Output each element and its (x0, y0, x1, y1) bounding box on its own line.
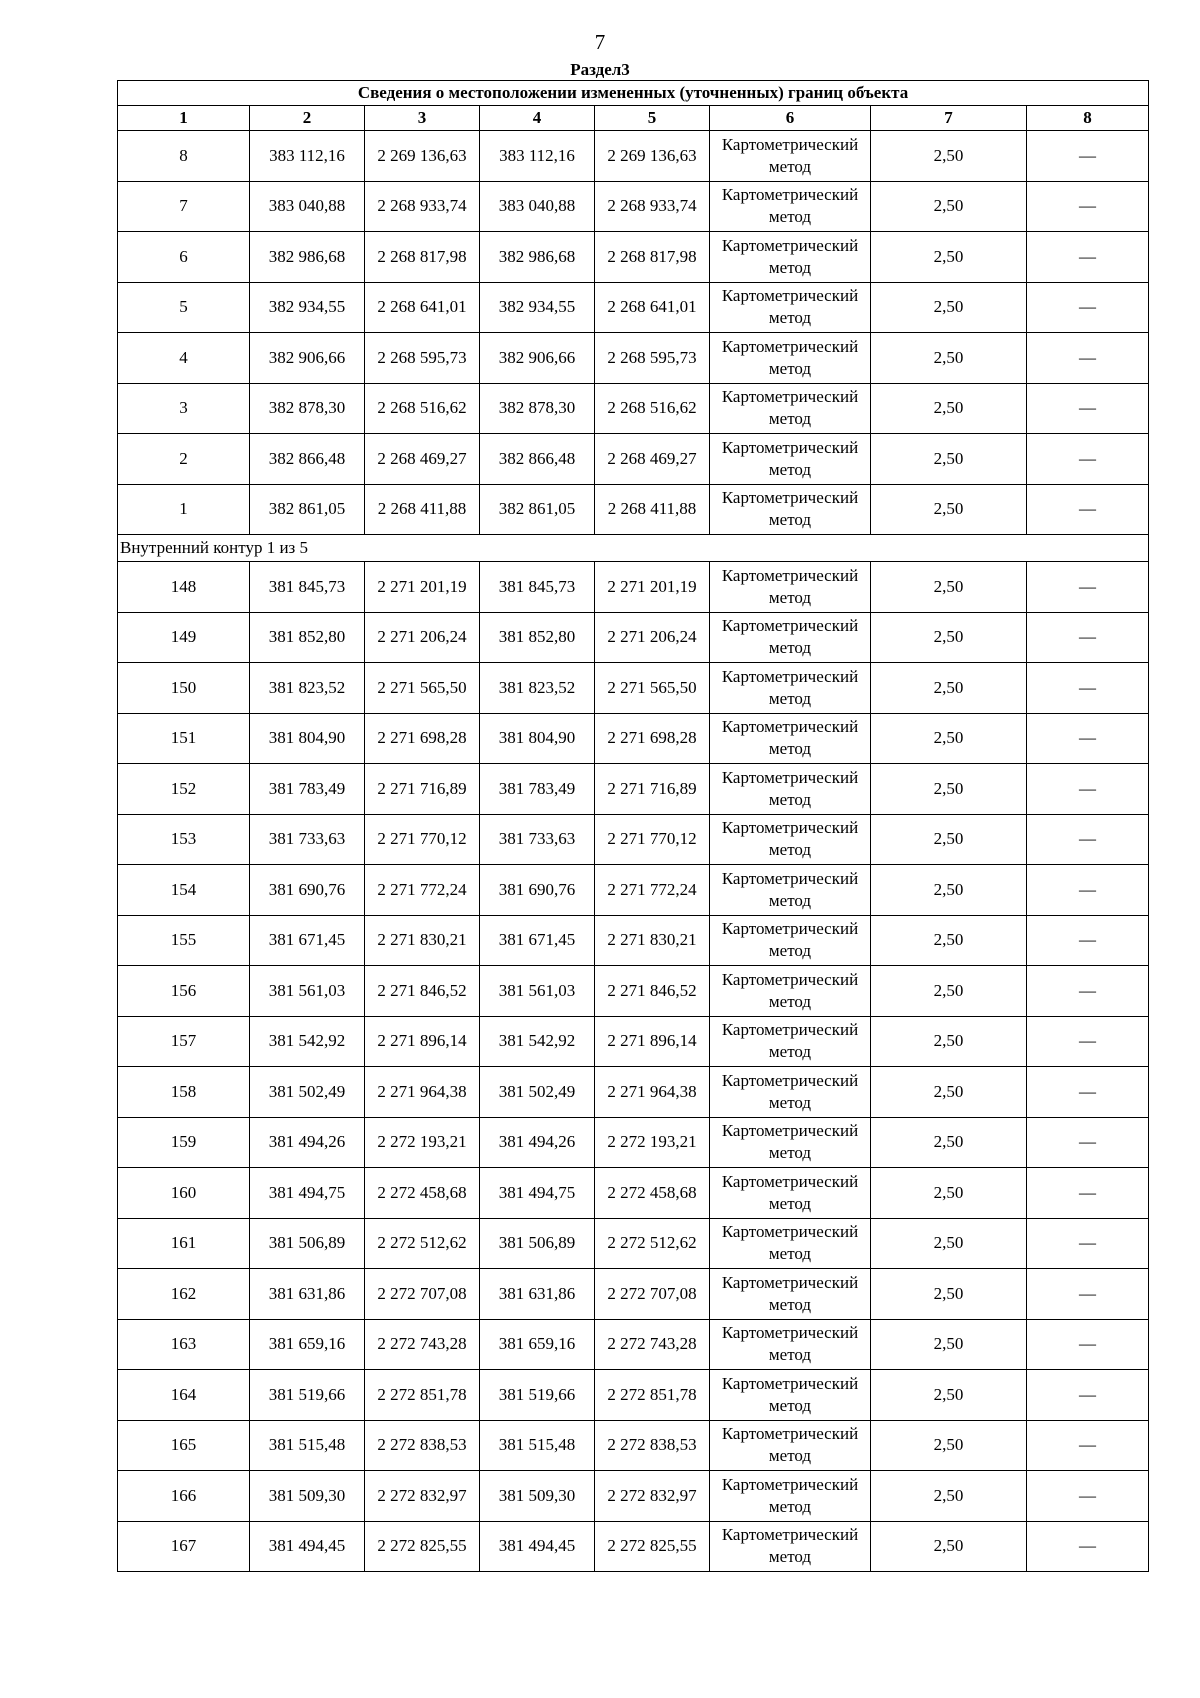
cell-point-number: 3 (118, 383, 250, 434)
cell-x-new: 381 671,45 (480, 915, 595, 966)
cell-y-existing: 2 268 516,62 (365, 383, 480, 434)
cell-method: Картометрический метод (710, 915, 871, 966)
table-row (118, 131, 1149, 182)
cell-x-new: 381 515,48 (480, 1420, 595, 1471)
cell-accuracy: 2,50 (871, 131, 1027, 182)
cell-description: — (1027, 1168, 1149, 1219)
cell-y-new: 2 271 830,21 (595, 915, 710, 966)
table-row (118, 181, 1149, 232)
table-row (118, 562, 1149, 613)
table-row (118, 1471, 1149, 1522)
cell-y-existing: 2 268 817,98 (365, 232, 480, 283)
page-number: 7 (594, 30, 606, 54)
column-number-8: 8 (1027, 106, 1149, 131)
cell-y-existing: 2 268 469,27 (365, 434, 480, 485)
cell-x-existing: 381 542,92 (250, 1016, 365, 1067)
cell-y-existing: 2 272 838,53 (365, 1420, 480, 1471)
cell-point-number: 165 (118, 1420, 250, 1471)
cell-y-existing: 2 272 825,55 (365, 1521, 480, 1572)
cell-method: Картометрический метод (710, 1168, 871, 1219)
cell-y-new: 2 271 565,50 (595, 663, 710, 714)
cell-y-new: 2 268 933,74 (595, 181, 710, 232)
cell-method: Картометрический метод (710, 612, 871, 663)
cell-method: Картометрический метод (710, 333, 871, 384)
cell-description: — (1027, 1370, 1149, 1421)
cell-accuracy: 2,50 (871, 1319, 1027, 1370)
cell-description: — (1027, 333, 1149, 384)
cell-description: — (1027, 915, 1149, 966)
cell-description: — (1027, 1471, 1149, 1522)
table-row (118, 915, 1149, 966)
column-number-1: 1 (118, 106, 250, 131)
cell-point-number: 155 (118, 915, 250, 966)
cell-description: — (1027, 131, 1149, 182)
column-number-5: 5 (595, 106, 710, 131)
cell-point-number: 158 (118, 1067, 250, 1118)
cell-y-new: 2 268 411,88 (595, 484, 710, 535)
cell-x-new: 381 631,86 (480, 1269, 595, 1320)
cell-method: Картометрический метод (710, 282, 871, 333)
cell-method: Картометрический метод (710, 764, 871, 815)
cell-accuracy: 2,50 (871, 1117, 1027, 1168)
cell-x-existing: 383 040,88 (250, 181, 365, 232)
cell-x-existing: 381 494,26 (250, 1117, 365, 1168)
cell-description: — (1027, 232, 1149, 283)
cell-point-number: 6 (118, 232, 250, 283)
cell-y-new: 2 272 825,55 (595, 1521, 710, 1572)
cell-y-existing: 2 271 206,24 (365, 612, 480, 663)
cell-accuracy: 2,50 (871, 1067, 1027, 1118)
cell-y-existing: 2 272 512,62 (365, 1218, 480, 1269)
cell-x-new: 382 866,48 (480, 434, 595, 485)
cell-method: Картометрический метод (710, 1117, 871, 1168)
cell-point-number: 153 (118, 814, 250, 865)
cell-x-existing: 381 515,48 (250, 1420, 365, 1471)
cell-accuracy: 2,50 (871, 1016, 1027, 1067)
cell-point-number: 164 (118, 1370, 250, 1421)
cell-point-number: 2 (118, 434, 250, 485)
table-row (118, 383, 1149, 434)
table-row (118, 612, 1149, 663)
cell-y-existing: 2 271 964,38 (365, 1067, 480, 1118)
cell-accuracy: 2,50 (871, 663, 1027, 714)
table-row (118, 1016, 1149, 1067)
cell-y-existing: 2 271 716,89 (365, 764, 480, 815)
table-row (118, 1521, 1149, 1572)
cell-x-new: 383 040,88 (480, 181, 595, 232)
cell-accuracy: 2,50 (871, 1218, 1027, 1269)
cell-y-new: 2 272 707,08 (595, 1269, 710, 1320)
cell-y-existing: 2 269 136,63 (365, 131, 480, 182)
cell-point-number: 159 (118, 1117, 250, 1168)
cell-point-number: 149 (118, 612, 250, 663)
cell-accuracy: 2,50 (871, 865, 1027, 916)
cell-x-existing: 381 506,89 (250, 1218, 365, 1269)
table-row (118, 1420, 1149, 1471)
cell-y-new: 2 269 136,63 (595, 131, 710, 182)
table-row (118, 1067, 1149, 1118)
cell-description: — (1027, 1016, 1149, 1067)
cell-y-existing: 2 268 411,88 (365, 484, 480, 535)
cell-x-new: 381 783,49 (480, 764, 595, 815)
cell-x-existing: 381 845,73 (250, 562, 365, 613)
cell-y-new: 2 272 193,21 (595, 1117, 710, 1168)
cell-x-existing: 381 690,76 (250, 865, 365, 916)
table-row (118, 663, 1149, 714)
cell-x-existing: 382 866,48 (250, 434, 365, 485)
cell-x-new: 382 878,30 (480, 383, 595, 434)
cell-y-existing: 2 271 770,12 (365, 814, 480, 865)
cell-y-new: 2 268 516,62 (595, 383, 710, 434)
cell-point-number: 160 (118, 1168, 250, 1219)
table-row (118, 1168, 1149, 1219)
cell-point-number: 152 (118, 764, 250, 815)
cell-y-existing: 2 272 743,28 (365, 1319, 480, 1370)
column-number-3: 3 (365, 106, 480, 131)
table-row (118, 1218, 1149, 1269)
section-title: Раздел3 (570, 60, 630, 79)
cell-method: Картометрический метод (710, 966, 871, 1017)
cell-method: Картометрический метод (710, 1067, 871, 1118)
cell-accuracy: 2,50 (871, 612, 1027, 663)
cell-point-number: 163 (118, 1319, 250, 1370)
cell-description: — (1027, 966, 1149, 1017)
cell-y-existing: 2 271 698,28 (365, 713, 480, 764)
cell-y-existing: 2 272 193,21 (365, 1117, 480, 1168)
cell-method: Картометрический метод (710, 181, 871, 232)
cell-description: — (1027, 1521, 1149, 1572)
cell-x-new: 381 852,80 (480, 612, 595, 663)
cell-description: — (1027, 612, 1149, 663)
cell-x-existing: 383 112,16 (250, 131, 365, 182)
cell-method: Картометрический метод (710, 383, 871, 434)
cell-x-new: 381 823,52 (480, 663, 595, 714)
cell-y-existing: 2 271 201,19 (365, 562, 480, 613)
cell-method: Картометрический метод (710, 1218, 871, 1269)
cell-y-new: 2 272 512,62 (595, 1218, 710, 1269)
cell-x-new: 382 986,68 (480, 232, 595, 283)
cell-point-number: 162 (118, 1269, 250, 1320)
table-row (118, 333, 1149, 384)
cell-x-new: 381 494,26 (480, 1117, 595, 1168)
cell-x-existing: 382 861,05 (250, 484, 365, 535)
cell-x-existing: 381 502,49 (250, 1067, 365, 1118)
table-row (118, 434, 1149, 485)
cell-y-new: 2 271 698,28 (595, 713, 710, 764)
cell-y-new: 2 271 772,24 (595, 865, 710, 916)
cell-method: Картометрический метод (710, 131, 871, 182)
cell-x-new: 383 112,16 (480, 131, 595, 182)
cell-accuracy: 2,50 (871, 1269, 1027, 1320)
cell-y-existing: 2 271 565,50 (365, 663, 480, 714)
cell-method: Картометрический метод (710, 484, 871, 535)
cell-x-new: 382 934,55 (480, 282, 595, 333)
table-row (118, 484, 1149, 535)
cell-y-new: 2 271 206,24 (595, 612, 710, 663)
cell-y-existing: 2 268 595,73 (365, 333, 480, 384)
cell-accuracy: 2,50 (871, 1420, 1027, 1471)
cell-point-number: 148 (118, 562, 250, 613)
cell-accuracy: 2,50 (871, 333, 1027, 384)
column-number-7: 7 (871, 106, 1027, 131)
cell-y-existing: 2 271 846,52 (365, 966, 480, 1017)
cell-point-number: 156 (118, 966, 250, 1017)
cell-description: — (1027, 663, 1149, 714)
table-row (118, 764, 1149, 815)
table-row (118, 1117, 1149, 1168)
cell-y-new: 2 271 716,89 (595, 764, 710, 815)
cell-accuracy: 2,50 (871, 484, 1027, 535)
cell-description: — (1027, 484, 1149, 535)
cell-x-new: 382 861,05 (480, 484, 595, 535)
cell-x-existing: 381 561,03 (250, 966, 365, 1017)
cell-y-new: 2 272 838,53 (595, 1420, 710, 1471)
cell-accuracy: 2,50 (871, 232, 1027, 283)
cell-point-number: 151 (118, 713, 250, 764)
cell-x-existing: 381 733,63 (250, 814, 365, 865)
cell-x-existing: 381 494,75 (250, 1168, 365, 1219)
cell-accuracy: 2,50 (871, 1168, 1027, 1219)
cell-description: — (1027, 814, 1149, 865)
column-number-4: 4 (480, 106, 595, 131)
cell-point-number: 161 (118, 1218, 250, 1269)
cell-method: Картометрический метод (710, 434, 871, 485)
cell-x-new: 381 733,63 (480, 814, 595, 865)
cell-x-existing: 381 659,16 (250, 1319, 365, 1370)
table-body (118, 131, 1149, 1572)
cell-accuracy: 2,50 (871, 713, 1027, 764)
cell-y-new: 2 268 817,98 (595, 232, 710, 283)
cell-accuracy: 2,50 (871, 966, 1027, 1017)
cell-y-new: 2 271 201,19 (595, 562, 710, 613)
cell-x-new: 382 906,66 (480, 333, 595, 384)
column-number-2: 2 (250, 106, 365, 131)
cell-x-existing: 381 519,66 (250, 1370, 365, 1421)
contour-label: Внутренний контур 1 из 5 (118, 535, 1149, 562)
cell-x-new: 381 845,73 (480, 562, 595, 613)
cell-method: Картометрический метод (710, 1521, 871, 1572)
cell-method: Картометрический метод (710, 1269, 871, 1320)
cell-x-new: 381 502,49 (480, 1067, 595, 1118)
column-number-6: 6 (710, 106, 871, 131)
cell-method: Картометрический метод (710, 1016, 871, 1067)
cell-x-existing: 381 631,86 (250, 1269, 365, 1320)
cell-method: Картометрический метод (710, 814, 871, 865)
contour-row (118, 535, 1149, 562)
cell-point-number: 167 (118, 1521, 250, 1572)
cell-y-new: 2 272 832,97 (595, 1471, 710, 1522)
cell-method: Картометрический метод (710, 1471, 871, 1522)
cell-x-new: 381 690,76 (480, 865, 595, 916)
cell-y-existing: 2 272 707,08 (365, 1269, 480, 1320)
table-row (118, 282, 1149, 333)
cell-method: Картометрический метод (710, 713, 871, 764)
cell-x-existing: 381 783,49 (250, 764, 365, 815)
cell-x-new: 381 561,03 (480, 966, 595, 1017)
cell-x-existing: 381 852,80 (250, 612, 365, 663)
table-row (118, 865, 1149, 916)
cell-point-number: 1 (118, 484, 250, 535)
cell-x-existing: 382 878,30 (250, 383, 365, 434)
cell-x-new: 381 509,30 (480, 1471, 595, 1522)
table-row (118, 232, 1149, 283)
cell-y-existing: 2 272 458,68 (365, 1168, 480, 1219)
table-row (118, 713, 1149, 764)
cell-y-existing: 2 268 933,74 (365, 181, 480, 232)
cell-accuracy: 2,50 (871, 1521, 1027, 1572)
table-row (118, 1269, 1149, 1320)
cell-description: — (1027, 764, 1149, 815)
cell-y-existing: 2 271 772,24 (365, 865, 480, 916)
cell-x-new: 381 506,89 (480, 1218, 595, 1269)
table-caption: Сведения о местоположении измененных (уточненных) границ объекта (118, 81, 1149, 106)
boundary-coordinates-table (117, 80, 1149, 1572)
cell-x-new: 381 519,66 (480, 1370, 595, 1421)
cell-x-existing: 382 934,55 (250, 282, 365, 333)
cell-accuracy: 2,50 (871, 562, 1027, 613)
cell-method: Картометрический метод (710, 663, 871, 714)
cell-y-new: 2 271 896,14 (595, 1016, 710, 1067)
cell-x-existing: 381 509,30 (250, 1471, 365, 1522)
cell-y-new: 2 268 641,01 (595, 282, 710, 333)
cell-y-existing: 2 271 830,21 (365, 915, 480, 966)
cell-x-existing: 381 804,90 (250, 713, 365, 764)
cell-method: Картометрический метод (710, 1420, 871, 1471)
cell-x-new: 381 494,45 (480, 1521, 595, 1572)
table-row (118, 966, 1149, 1017)
cell-description: — (1027, 1420, 1149, 1471)
cell-method: Картометрический метод (710, 232, 871, 283)
cell-y-new: 2 272 458,68 (595, 1168, 710, 1219)
cell-description: — (1027, 562, 1149, 613)
table-row (118, 814, 1149, 865)
cell-y-existing: 2 268 641,01 (365, 282, 480, 333)
cell-method: Картометрический метод (710, 865, 871, 916)
table-row (118, 1319, 1149, 1370)
column-number-row (118, 106, 1149, 131)
cell-x-new: 381 804,90 (480, 713, 595, 764)
cell-x-new: 381 659,16 (480, 1319, 595, 1370)
cell-point-number: 4 (118, 333, 250, 384)
cell-accuracy: 2,50 (871, 915, 1027, 966)
cell-point-number: 8 (118, 131, 250, 182)
cell-x-existing: 381 671,45 (250, 915, 365, 966)
cell-accuracy: 2,50 (871, 814, 1027, 865)
cell-description: — (1027, 181, 1149, 232)
cell-description: — (1027, 713, 1149, 764)
cell-accuracy: 2,50 (871, 383, 1027, 434)
cell-description: — (1027, 1269, 1149, 1320)
cell-x-existing: 381 494,45 (250, 1521, 365, 1572)
cell-y-existing: 2 272 832,97 (365, 1471, 480, 1522)
cell-description: — (1027, 865, 1149, 916)
cell-point-number: 5 (118, 282, 250, 333)
cell-y-existing: 2 271 896,14 (365, 1016, 480, 1067)
cell-y-new: 2 268 595,73 (595, 333, 710, 384)
cell-accuracy: 2,50 (871, 1471, 1027, 1522)
cell-method: Картометрический метод (710, 1319, 871, 1370)
cell-description: — (1027, 434, 1149, 485)
cell-y-new: 2 272 743,28 (595, 1319, 710, 1370)
cell-point-number: 154 (118, 865, 250, 916)
cell-point-number: 150 (118, 663, 250, 714)
cell-method: Картометрический метод (710, 1370, 871, 1421)
cell-y-new: 2 268 469,27 (595, 434, 710, 485)
cell-description: — (1027, 1218, 1149, 1269)
cell-y-new: 2 271 770,12 (595, 814, 710, 865)
cell-y-new: 2 272 851,78 (595, 1370, 710, 1421)
cell-x-new: 381 494,75 (480, 1168, 595, 1219)
cell-description: — (1027, 282, 1149, 333)
cell-accuracy: 2,50 (871, 181, 1027, 232)
cell-y-new: 2 271 964,38 (595, 1067, 710, 1118)
cell-x-existing: 382 986,68 (250, 232, 365, 283)
cell-description: — (1027, 383, 1149, 434)
cell-x-existing: 382 906,66 (250, 333, 365, 384)
table-row (118, 1370, 1149, 1421)
cell-accuracy: 2,50 (871, 434, 1027, 485)
cell-point-number: 166 (118, 1471, 250, 1522)
cell-accuracy: 2,50 (871, 282, 1027, 333)
cell-accuracy: 2,50 (871, 1370, 1027, 1421)
cell-x-existing: 381 823,52 (250, 663, 365, 714)
cell-y-new: 2 271 846,52 (595, 966, 710, 1017)
cell-accuracy: 2,50 (871, 764, 1027, 815)
cell-method: Картометрический метод (710, 562, 871, 613)
cell-point-number: 157 (118, 1016, 250, 1067)
cell-description: — (1027, 1117, 1149, 1168)
cell-y-existing: 2 272 851,78 (365, 1370, 480, 1421)
cell-description: — (1027, 1319, 1149, 1370)
cell-x-new: 381 542,92 (480, 1016, 595, 1067)
cell-point-number: 7 (118, 181, 250, 232)
cell-description: — (1027, 1067, 1149, 1118)
